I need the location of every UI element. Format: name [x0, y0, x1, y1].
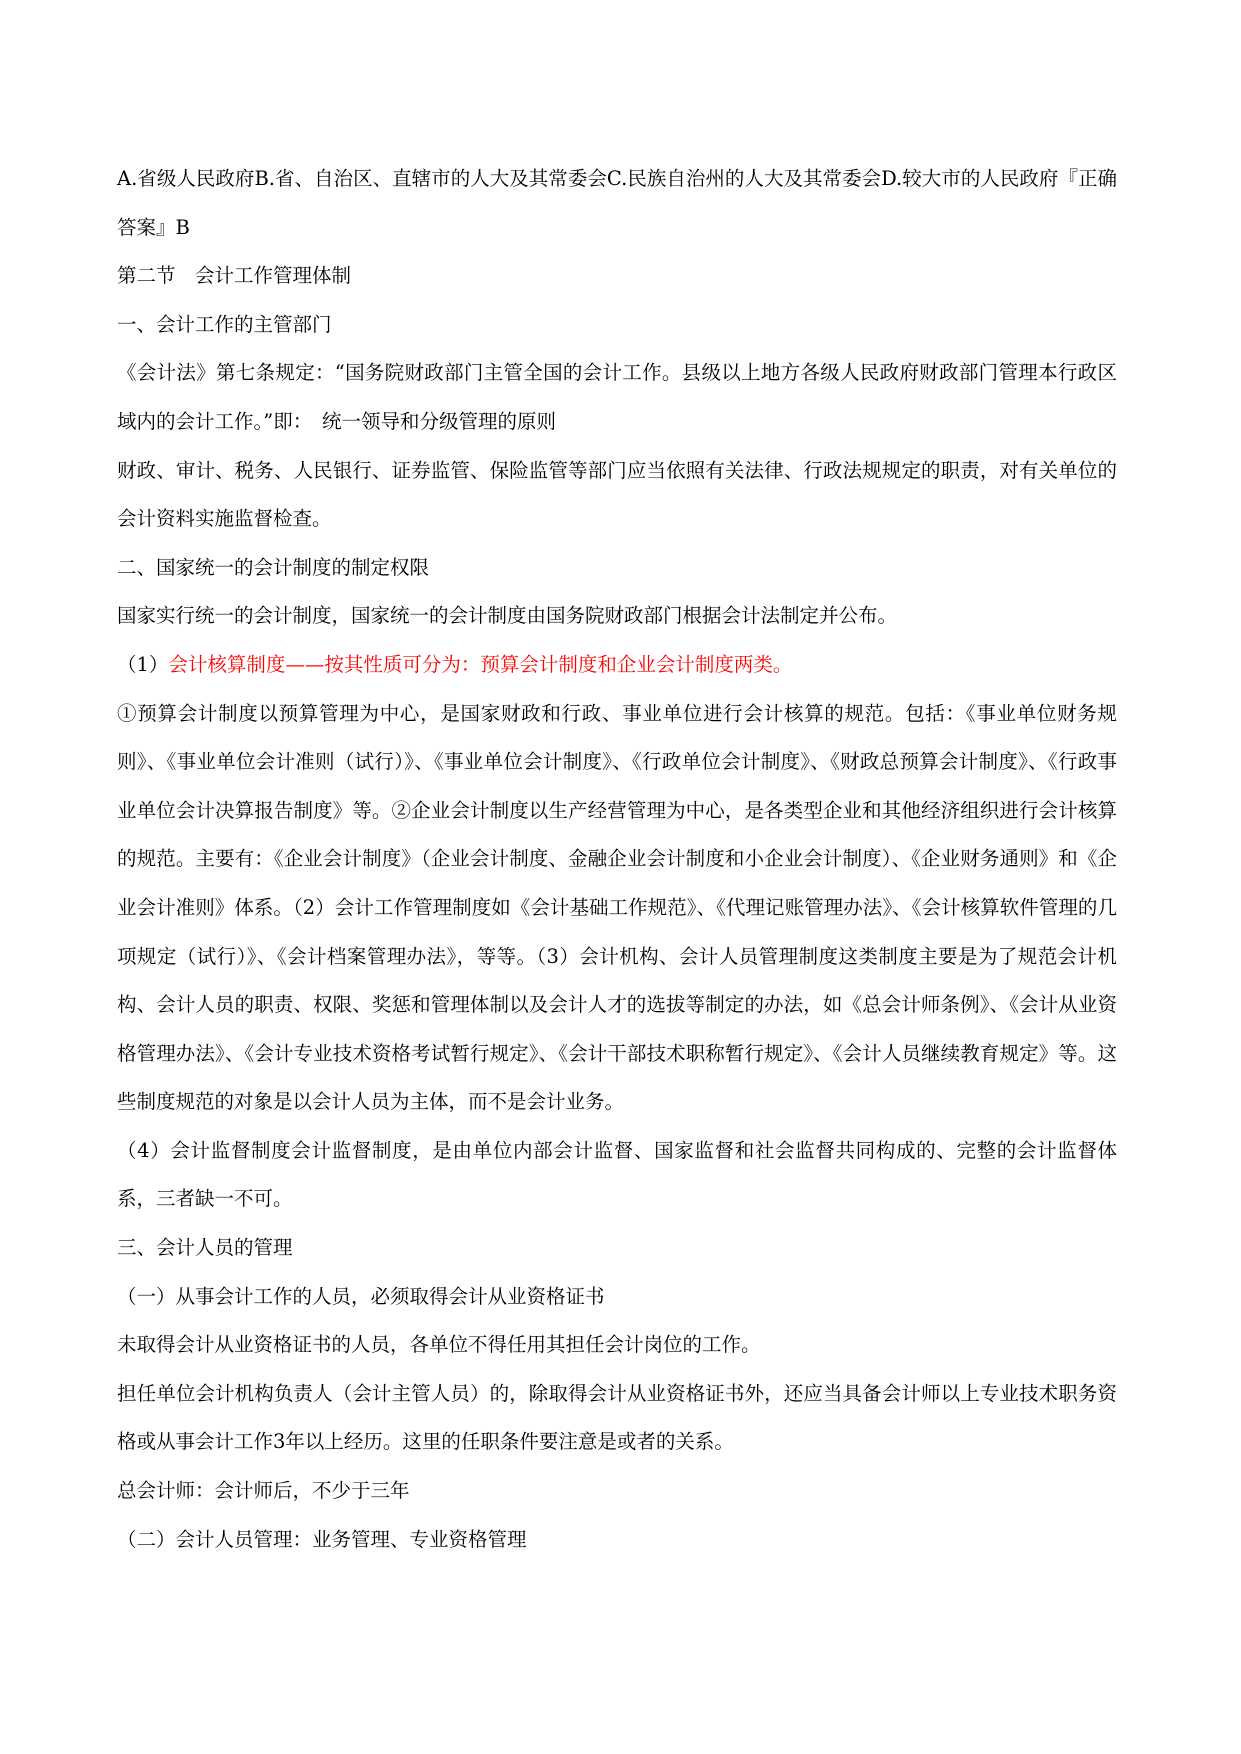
- subheading-supervising-department: 一、会计工作的主管部门: [117, 312, 332, 336]
- paragraph-supervision-system: （4）会计监督制度会计监督制度，是由单位内部会计监督、国家监督和社会监督共同构成的、完整的会计监督体系，三者缺一不可。: [117, 1138, 1117, 1211]
- section-heading: 第二节 会计工作管理体制: [117, 264, 352, 288]
- paragraph-chief-accountant: 总会计师：会计师后，不少于三年: [117, 1479, 410, 1503]
- paragraph-personnel-management-types: （二）会计人员管理：业务管理、专业资格管理: [117, 1527, 527, 1551]
- subheading-personnel-management: 三、会计人员的管理: [117, 1236, 293, 1260]
- paragraph-supervising-authorities: 财政、审计、税务、人民银行、证券监管、保险监管等部门应当依照有关法律、行政法规规定的职责，对有关单位的会计资料实施监督检查。: [117, 458, 1117, 531]
- paragraph-unified-system: 国家实行统一的会计制度，国家统一的会计制度由国务院财政部门根据会计法制定并公布。: [117, 604, 898, 628]
- highlighted-text: 会计核算制度——按其性质可分为：预算会计制度和企业会计制度两类。: [168, 652, 793, 676]
- question-options-and-answer: A.省级人民政府B.省、自治区、直辖市的人大及其常委会C.民族自治州的人大及其常委会D.较大市的人民政府『正确答案』B: [117, 167, 1117, 239]
- paragraph-accounting-system-types: [117, 641, 1117, 690]
- paragraph-accounting-law-article-7: 《会计法》第七条规定：“国务院财政部门主管全国的会计工作。县级以上地方各级人民政府财政部门管理本行政区域内的会计工作。”即： 统一领导和分级管理的原则: [117, 361, 1117, 433]
- subheading-system-authority: 二、国家统一的会计制度的制定权限: [117, 555, 430, 579]
- paragraph-certificate-requirement: （一）从事会计工作的人员，必须取得会计从业资格证书: [117, 1284, 605, 1308]
- paragraph-system-details: ①预算会计制度以预算管理为中心，是国家财政和行政、事业单位进行会计核算的规范。包括：《事业单位财务规则》、《事业单位会计准则（试行）》、《事业单位会计制度》、《行政单位会计制度》、《财政总预算会计制度》、《行政事业单位会计决算报告制度》等。②企业会计制度以生产经营管理为中心，是各类型企业和其他经济组织进行会计核算的规范。主要有：《企业会计制度》（企业会计制度、金融企业会计制度和小企业会计制度）、《企业财务通则》和《企业会计准则》体系。（2）会计工作管理制度如《会计基础工作规范》、《代理记账管理办法》、《会计核算软件管理的几项规定（试行）》、《会计档案管理办法》，等等。（3）会计机构、会计人员管理制度这类制度主要是为了规范会计机构、会计人员的职责、权限、奖惩和管理体制以及会计人才的选拔等制定的办法，如《总会计师条例》、《会计从业资格管理办法》、《会计专业技术资格考试暂行规定》、《会计干部技术职称暂行规定》、《会计人员继续教育规定》等。这些制度规范的对象是以会计人员为主体，而不是会计业务。: [117, 701, 1117, 1114]
- document-body: [117, 155, 1117, 1564]
- paragraph-no-certificate: 未取得会计从业资格证书的人员，各单位不得任用其担任会计岗位的工作。: [117, 1333, 761, 1357]
- paragraph-head-requirements: 担任单位会计机构负责人（会计主管人员）的，除取得会计从业资格证书外，还应当具备会计师以上专业技术职务资格或从事会计工作3年以上经历。这里的任职条件要注意是或者的关系。: [117, 1381, 1117, 1454]
- list-number: （1）: [117, 652, 169, 676]
